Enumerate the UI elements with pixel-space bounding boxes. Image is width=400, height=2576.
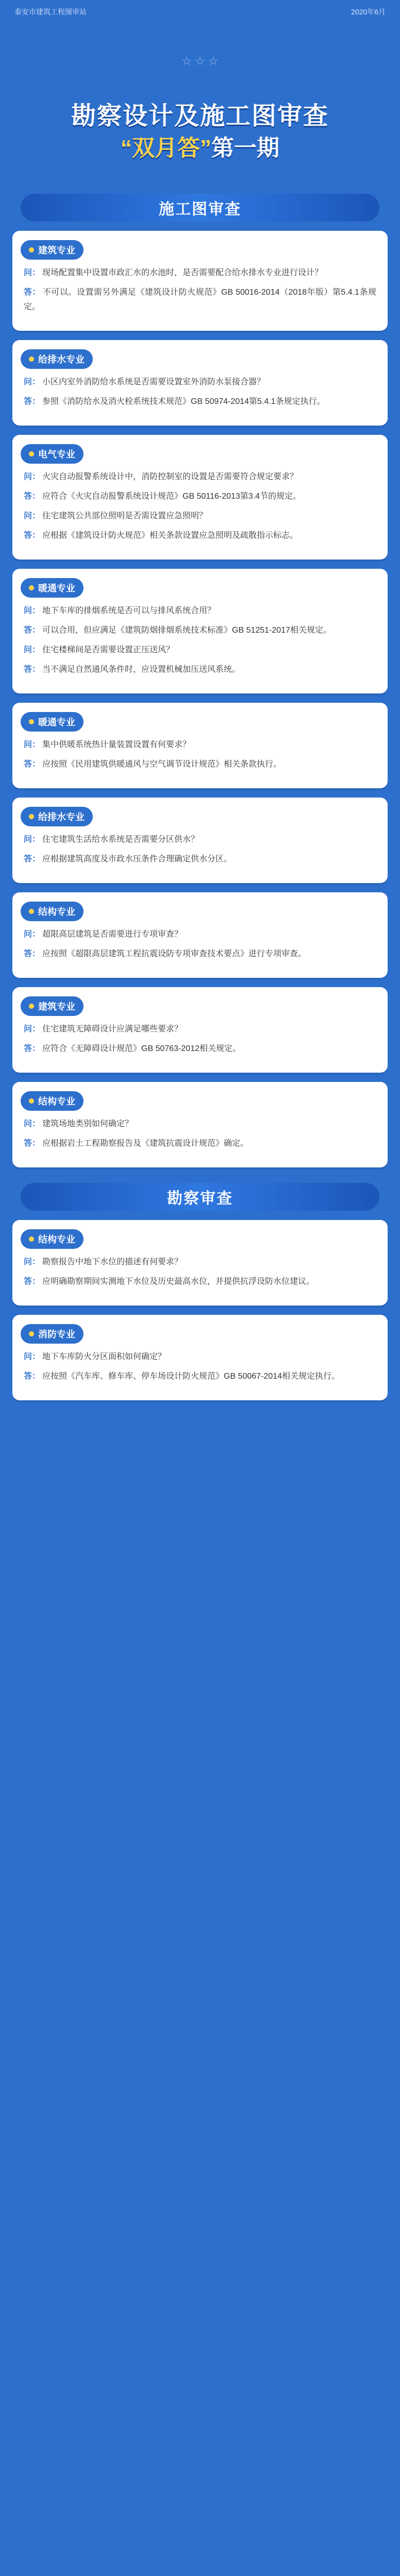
qa-label: 问： bbox=[24, 378, 41, 386]
footer-space bbox=[0, 1410, 400, 1430]
qa-text: 火灾自动报警系统设计中，消防控制室的设置是否需要符合规定要求？ bbox=[42, 472, 298, 481]
qa-text: 应按照《超限高层建筑工程抗震设防专项审查技术要点》进行专项审查。 bbox=[42, 950, 307, 958]
qa-paragraph bbox=[24, 1042, 376, 1056]
qa-label: 答： bbox=[24, 1044, 41, 1053]
qa-paragraph bbox=[24, 738, 376, 752]
qa-label: 问： bbox=[24, 740, 41, 749]
section-banner-review: 施工图审查 bbox=[21, 194, 379, 222]
category-label: 结构专业 bbox=[38, 907, 75, 917]
qa-paragraph bbox=[24, 509, 376, 523]
qa-paragraph bbox=[24, 529, 376, 543]
category-label: 建筑专业 bbox=[38, 245, 75, 256]
qa-text: 应明确勘察期间实测地下水位及历史最高水位，并提供抗浮设防水位建议。 bbox=[42, 1277, 315, 1286]
category-pill bbox=[21, 1091, 84, 1111]
qa-card bbox=[12, 1220, 388, 1306]
qa-paragraph bbox=[24, 927, 376, 942]
qa-card bbox=[12, 1082, 388, 1167]
qa-card bbox=[12, 231, 388, 331]
qa-paragraph bbox=[24, 1117, 376, 1131]
category-header bbox=[21, 1324, 379, 1344]
qa-paragraph bbox=[24, 663, 376, 677]
category-header bbox=[21, 444, 379, 464]
qa-label: 答： bbox=[24, 626, 41, 635]
hero-subtitle-quote: “双月答” bbox=[121, 135, 211, 161]
qa-label: 问： bbox=[24, 835, 41, 844]
qa-label: 问： bbox=[24, 930, 41, 939]
qa-card bbox=[12, 892, 388, 978]
qa-text: 应根据《建筑设计防火规范》相关条款设置应急照明及疏散指示标志。 bbox=[42, 531, 298, 540]
section-banner-survey: 勘察审查 bbox=[21, 1183, 379, 1211]
qa-text: 应根据建筑高度及市政水压条件合理确定供水分区。 bbox=[42, 855, 232, 863]
qa-text: 参照《消防给水及消火栓系统技术规范》GB 50974-2014第5.4.1条规定执行。 bbox=[42, 397, 325, 406]
category-pill bbox=[21, 349, 93, 369]
category-pill bbox=[21, 444, 84, 464]
category-header bbox=[21, 996, 379, 1016]
qa-text: 地下车库的排烟系统是否可以与排风系统合用？ bbox=[42, 606, 216, 615]
qa-label: 答： bbox=[24, 950, 41, 958]
category-header bbox=[21, 349, 379, 369]
qa-paragraph bbox=[24, 643, 376, 657]
qa-text: 住宅建筑无障碍设计应满足哪些要求？ bbox=[42, 1025, 183, 1033]
qa-text: 住宅建筑生活给水系统是否需要分区供水？ bbox=[42, 835, 199, 844]
category-pill bbox=[21, 902, 84, 921]
bullet-dot-icon bbox=[29, 719, 34, 724]
qa-text: 地下车库防火分区面积如何确定？ bbox=[42, 1352, 166, 1361]
category-pill bbox=[21, 996, 84, 1016]
qa-paragraph bbox=[24, 833, 376, 847]
qa-label: 答： bbox=[24, 531, 41, 540]
category-pill bbox=[21, 1229, 84, 1249]
qa-card bbox=[12, 569, 388, 693]
qa-paragraph bbox=[24, 375, 376, 389]
category-label: 结构专业 bbox=[38, 1234, 75, 1245]
qa-label: 答： bbox=[24, 1139, 41, 1148]
qa-text: 集中供暖系统热计量装置设置有何要求？ bbox=[42, 740, 191, 749]
qa-label: 问： bbox=[24, 1120, 41, 1128]
qa-label: 答： bbox=[24, 492, 41, 501]
hero-banner bbox=[0, 24, 400, 178]
qa-text: 应按照《民用建筑供暖通风与空气调节设计规范》相关条款执行。 bbox=[42, 760, 282, 769]
bullet-dot-icon bbox=[29, 451, 34, 456]
qa-card bbox=[12, 435, 388, 560]
category-label: 电气专业 bbox=[38, 449, 75, 460]
qa-paragraph bbox=[24, 1275, 376, 1289]
category-label: 结构专业 bbox=[38, 1096, 75, 1107]
qa-paragraph bbox=[24, 1255, 376, 1269]
qa-paragraph bbox=[24, 470, 376, 484]
qa-paragraph bbox=[24, 266, 376, 280]
qa-text: 应根据岩土工程勘察报告及《建筑抗震设计规范》确定。 bbox=[42, 1139, 249, 1148]
category-header bbox=[21, 712, 379, 732]
category-header bbox=[21, 1091, 379, 1111]
bullet-dot-icon bbox=[29, 1236, 34, 1242]
qa-label: 答： bbox=[24, 288, 41, 297]
category-label: 暖通专业 bbox=[38, 717, 75, 727]
hero-subtitle bbox=[0, 129, 400, 162]
category-header bbox=[21, 902, 379, 921]
qa-text: 住宅楼梯间是否需要设置正压送风？ bbox=[42, 646, 175, 654]
qa-card bbox=[12, 1315, 388, 1400]
qa-text: 超限高层建筑是否需要进行专项审查？ bbox=[42, 930, 183, 939]
bullet-dot-icon bbox=[29, 1098, 34, 1104]
bullet-dot-icon bbox=[29, 247, 34, 252]
qa-label: 答： bbox=[24, 397, 41, 406]
qa-label: 答： bbox=[24, 665, 41, 674]
qa-label: 问： bbox=[24, 1258, 41, 1266]
qa-paragraph bbox=[24, 604, 376, 618]
qa-text: 应按照《汽车库、修车库、停车场设计防火规范》GB 50067-2014相关规定执行。 bbox=[42, 1372, 340, 1381]
qa-paragraph bbox=[24, 1137, 376, 1151]
star-icon: ☆ ☆ ☆ bbox=[181, 55, 219, 67]
qa-paragraph bbox=[24, 285, 376, 314]
bullet-dot-icon bbox=[29, 814, 34, 819]
qa-paragraph bbox=[24, 1350, 376, 1364]
qa-text: 建筑场地类别如何确定？ bbox=[42, 1120, 134, 1128]
bullet-dot-icon bbox=[29, 909, 34, 914]
qa-text: 住宅建筑公共部位照明是否需设置应急照明？ bbox=[42, 512, 208, 520]
category-header bbox=[21, 807, 379, 826]
category-pill bbox=[21, 807, 93, 826]
qa-label: 问： bbox=[24, 1352, 41, 1361]
qa-text: 应符合《火灾自动报警系统设计规范》GB 50116-2013第3.4节的规定。 bbox=[42, 492, 302, 501]
qa-label: 答： bbox=[24, 760, 41, 769]
qa-text: 可以合用，但应满足《建筑防烟排烟系统技术标准》GB 51251-2017相关规定。 bbox=[42, 626, 331, 635]
qa-label: 问： bbox=[24, 512, 41, 520]
qa-paragraph bbox=[24, 947, 376, 961]
bullet-dot-icon bbox=[29, 1004, 34, 1009]
qa-label: 问： bbox=[24, 268, 41, 277]
bullet-dot-icon bbox=[29, 357, 34, 362]
bullet-dot-icon bbox=[29, 1331, 34, 1336]
qa-card bbox=[12, 798, 388, 883]
category-label: 建筑专业 bbox=[38, 1002, 75, 1012]
qa-paragraph bbox=[24, 852, 376, 867]
qa-paragraph bbox=[24, 1369, 376, 1384]
qa-label: 问： bbox=[24, 472, 41, 481]
qa-label: 问： bbox=[24, 606, 41, 615]
category-label: 暖通专业 bbox=[38, 583, 75, 594]
qa-card bbox=[12, 340, 388, 426]
qa-label: 问： bbox=[24, 1025, 41, 1033]
bullet-dot-icon bbox=[29, 585, 34, 590]
qa-label: 问： bbox=[24, 646, 41, 654]
category-pill bbox=[21, 240, 84, 260]
category-pill bbox=[21, 712, 84, 732]
qa-card bbox=[12, 703, 388, 788]
publisher-label: 泰安市建筑工程图审站 bbox=[14, 8, 87, 16]
category-header bbox=[21, 1229, 379, 1249]
section-survey bbox=[0, 1220, 400, 1400]
qa-text: 当不满足自然通风条件时，应设置机械加压送风系统。 bbox=[42, 665, 241, 674]
qa-label: 答： bbox=[24, 1277, 41, 1286]
qa-paragraph bbox=[24, 489, 376, 504]
qa-text: 不可以。设置需另外满足《建筑设计防火规范》GB 50016-2014（2018年版）第5.4.1条规定。 bbox=[24, 288, 376, 311]
qa-paragraph bbox=[24, 395, 376, 409]
qa-text: 小区内室外消防给水系统是否需要设置室外消防水泵接合器？ bbox=[42, 378, 265, 386]
qa-paragraph bbox=[24, 757, 376, 772]
qa-text: 应符合《无障碍设计规范》GB 50763-2012相关规定。 bbox=[42, 1044, 241, 1053]
qa-label: 答： bbox=[24, 1372, 41, 1381]
category-pill bbox=[21, 1324, 84, 1344]
category-label: 给排水专业 bbox=[38, 354, 85, 365]
top-bar bbox=[0, 0, 400, 24]
qa-label: 答： bbox=[24, 855, 41, 863]
hero-subtitle-rest: 第一期 bbox=[211, 135, 279, 161]
category-pill bbox=[21, 578, 84, 598]
category-header bbox=[21, 240, 379, 260]
qa-card bbox=[12, 987, 388, 1073]
category-label: 给排水专业 bbox=[38, 812, 85, 822]
hero-title: 勘察设计及施工图审查 bbox=[71, 103, 329, 130]
qa-text: 现场配置集中设置市政汇水的水池时，是否需要配合给水排水专业进行设计？ bbox=[42, 268, 323, 277]
section-review bbox=[0, 231, 400, 1167]
date-label: 2020年6月 bbox=[351, 8, 386, 16]
qa-text: 勘察报告中地下水位的描述有何要求？ bbox=[42, 1258, 183, 1266]
category-label: 消防专业 bbox=[38, 1329, 75, 1340]
category-header bbox=[21, 578, 379, 598]
qa-paragraph bbox=[24, 1022, 376, 1037]
qa-paragraph bbox=[24, 623, 376, 638]
